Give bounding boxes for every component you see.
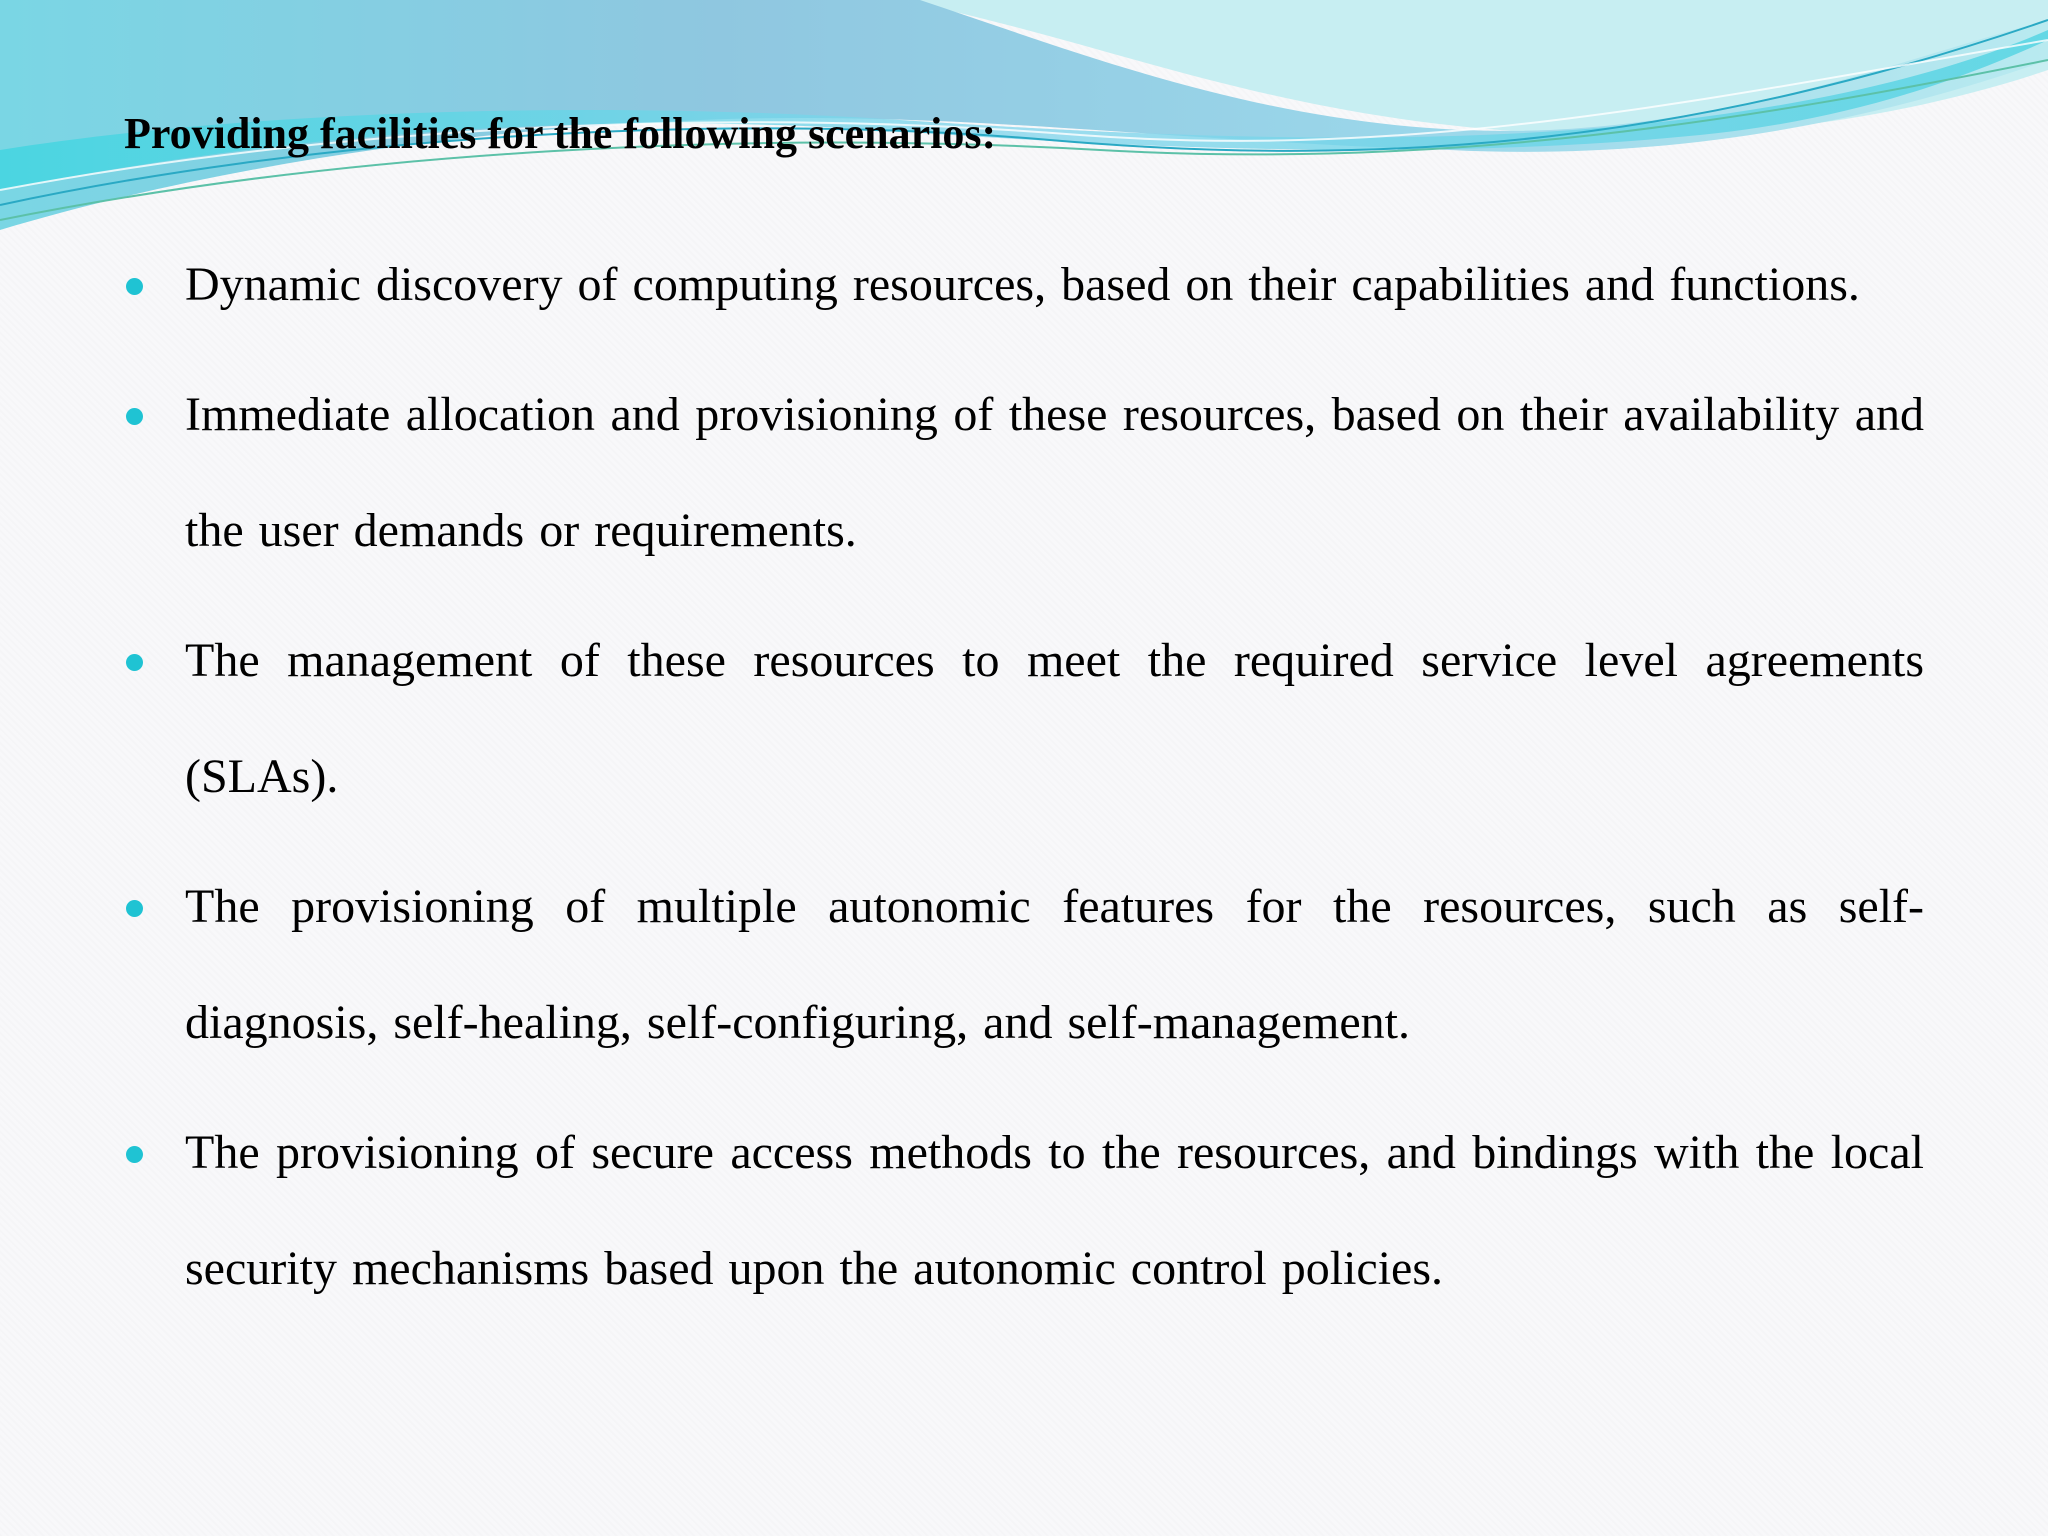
bullet-item <box>124 849 1924 1081</box>
bullet-dot-icon <box>126 1146 143 1163</box>
bullet-list <box>124 227 1924 1341</box>
bullet-text: The management of these resources to meet the required service level agreements (SLAs). <box>185 634 1924 803</box>
bullet-dot-icon <box>126 408 143 425</box>
bullet-text: The provisioning of secure access methods to the resources, and bindings with the local security mechanisms based upon the autonomic control policies. <box>185 1126 1924 1295</box>
bullet-item <box>124 357 1924 589</box>
bullet-item <box>124 603 1924 835</box>
slide-heading: Providing facilities for the following scenarios: <box>124 109 997 158</box>
bullet-dot-icon <box>126 654 143 671</box>
bullet-item <box>124 1095 1924 1327</box>
bullet-text: The provisioning of multiple autonomic features for the resources, such as self-diagnosis, self-healing, self-configuring, and self-management. <box>185 880 1924 1049</box>
bullet-dot-icon <box>126 278 143 295</box>
bullet-text: Immediate allocation and provisioning of these resources, based on their availability and the user demands or requirements. <box>185 388 1924 557</box>
bullet-item <box>124 227 1924 343</box>
bullet-dot-icon <box>126 900 143 917</box>
bullet-text: Dynamic discovery of computing resources, based on their capabilities and functions. <box>185 258 1860 311</box>
